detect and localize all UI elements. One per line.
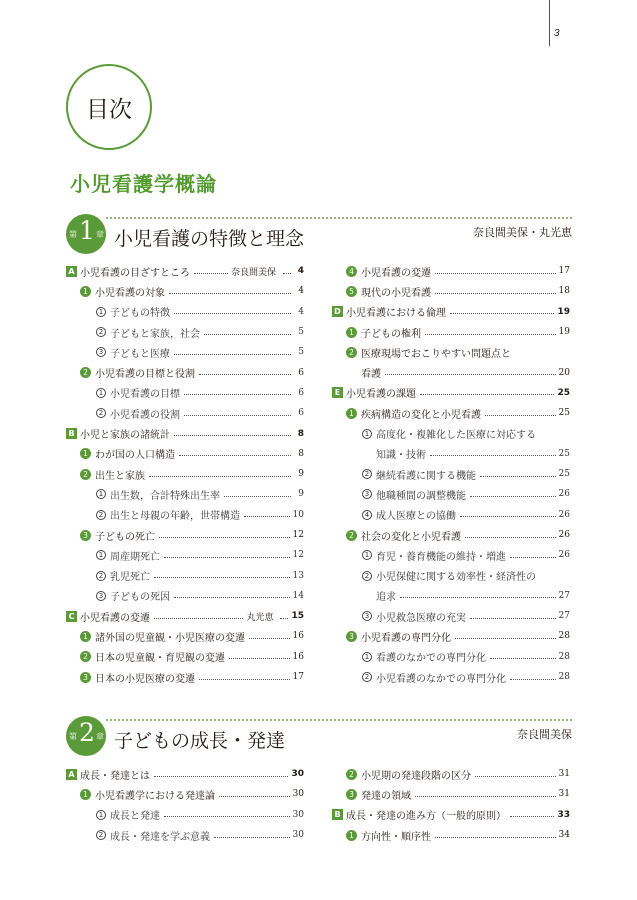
dot-leader	[174, 313, 291, 314]
page-ref: 19	[558, 327, 570, 338]
toc-entry-title: 小児救急医療の充実	[376, 612, 466, 624]
toc-entry-title: 追求	[376, 592, 396, 604]
dot-leader	[174, 435, 291, 436]
toc-entry[interactable]	[332, 383, 570, 403]
item-number-marker: 1	[96, 388, 106, 398]
item-number-marker: 4	[346, 266, 357, 277]
dot-leader	[470, 496, 556, 497]
dot-leader	[415, 796, 556, 797]
page-ref: 6	[298, 408, 304, 419]
toc-entry-title: 成人医療との協働	[376, 511, 456, 523]
item-number-marker: 2	[80, 651, 91, 662]
toc-entry[interactable]	[332, 525, 570, 545]
page-ref: 30	[292, 830, 304, 841]
dot-leader	[435, 837, 556, 838]
item-number-marker: 1	[80, 789, 91, 800]
dot-leader	[450, 313, 554, 314]
page-ref: 13	[292, 570, 304, 581]
page-ref: 26	[558, 509, 570, 520]
toc-entry-title: 医療現場でおこりやすい問題点と	[361, 348, 511, 360]
chapter-1-badge	[66, 214, 106, 254]
chapter-1-right-column	[332, 261, 570, 687]
toc-entry-title: 成長と発達	[110, 811, 160, 823]
toc-entry-title: 小児看護の対象	[95, 287, 165, 299]
toc-entry[interactable]	[66, 626, 304, 646]
toc-entry[interactable]	[332, 626, 570, 646]
toc-entry[interactable]	[332, 322, 570, 342]
toc-entry-title: 周産期死亡	[110, 551, 160, 563]
toc-entry[interactable]	[66, 667, 304, 687]
page-ref: 31	[558, 789, 570, 800]
dot-leader	[385, 374, 556, 375]
toc-entry[interactable]	[66, 383, 304, 403]
toc-entry-title: 看護のなかでの専門分化	[376, 653, 486, 665]
toc-entry-title: 小児保健に関する効率性・経済性の	[376, 572, 536, 584]
section-marker: D	[332, 306, 343, 317]
toc-entry-title: 小児と家族の諸統計	[80, 430, 170, 442]
item-number-marker: 2	[346, 530, 357, 541]
toc-entry[interactable]	[332, 505, 570, 525]
dot-leader	[179, 455, 291, 456]
item-number-marker: 1	[362, 429, 372, 439]
dot-leader	[149, 476, 291, 477]
toc-entry[interactable]	[66, 545, 304, 565]
item-number-marker: 3	[362, 489, 372, 499]
dot-leader	[435, 293, 556, 294]
toc-entry[interactable]	[332, 342, 570, 362]
dot-leader	[475, 776, 556, 777]
page-ref: 4	[298, 306, 304, 317]
toc-entry-title: 小児看護の変遷	[361, 267, 431, 279]
page-ref: 27	[558, 590, 570, 601]
page-ref: 30	[292, 809, 304, 820]
dot-leader	[199, 679, 290, 680]
toc-entry[interactable]	[66, 647, 304, 667]
toc-entry[interactable]	[66, 403, 304, 423]
item-number-marker: 1	[96, 550, 106, 560]
dot-leader	[154, 776, 288, 777]
item-number-marker: 2	[362, 672, 372, 682]
toc-entry[interactable]	[332, 647, 570, 667]
toc-entry[interactable]	[332, 764, 570, 784]
item-number-marker: 1	[362, 652, 372, 662]
toc-entry-title: 高度化・複雑化した医療に対応する	[376, 430, 536, 442]
toc-entry-title: 日本の児童観・育児観の変遷	[95, 653, 225, 665]
item-number-marker: 3	[96, 347, 106, 357]
toc-entry-title: 小児期の発達段階の区分	[361, 770, 471, 782]
toc-entry[interactable]	[332, 302, 570, 322]
toc-entry-title: 成長・発達の進み方（一般的原則）	[346, 811, 506, 823]
item-number-marker: 1	[362, 550, 372, 560]
dot-leader	[400, 597, 556, 598]
page-ref: 12	[292, 550, 304, 561]
page-ref: 25	[558, 448, 570, 459]
toc-entry[interactable]	[66, 322, 304, 342]
toc-entry[interactable]	[66, 342, 304, 362]
item-number-marker: 3	[346, 631, 357, 642]
toc-entry[interactable]	[66, 281, 304, 301]
item-number-marker: 3	[346, 789, 357, 800]
item-number-marker: 1	[80, 286, 91, 297]
chapter-number: 1	[79, 216, 95, 245]
dot-leader	[219, 796, 290, 797]
toc-entry-title: 疾病構造の変化と小児看護	[361, 409, 481, 421]
item-number-marker: 5	[346, 286, 357, 297]
toc-entry[interactable]	[66, 805, 304, 825]
toc-entry[interactable]	[332, 403, 570, 423]
dot-leader	[280, 618, 288, 619]
item-number-marker: 2	[96, 571, 106, 581]
dot-leader	[430, 455, 556, 456]
section-author: 丸光恵	[246, 612, 274, 623]
item-number-marker: 2	[96, 510, 106, 520]
page-ref: 28	[558, 651, 570, 662]
toc-entry[interactable]	[66, 565, 304, 585]
page-ref: 20	[558, 367, 570, 378]
toc-entry-title: 他職種間の調整機能	[376, 490, 466, 502]
page-ref: 30	[292, 789, 304, 800]
toc-entry-title: 小児看護の役割	[110, 409, 180, 421]
chapter-1-title: 小児看護の特徴と理念	[114, 228, 305, 250]
item-number-marker: 2	[346, 347, 357, 358]
page-ref: 25	[557, 387, 570, 398]
page-ref: 26	[558, 550, 570, 561]
dot-leader	[154, 618, 243, 619]
toc-entry[interactable]	[332, 586, 570, 606]
toc-entry-title: 出生と母親の年齢，世帯構造	[110, 511, 240, 523]
section-marker: A	[66, 769, 77, 780]
section-marker: C	[66, 611, 77, 622]
toc-entry-title: 子どもの権利	[361, 328, 421, 340]
page-ref: 10	[292, 509, 304, 520]
page-ref: 14	[292, 590, 304, 601]
dot-leader	[159, 537, 290, 538]
toc-entry[interactable]	[332, 444, 570, 464]
toc-entry-title: わが国の人口構造	[95, 450, 175, 462]
toc-entry-title: 発達の領域	[361, 790, 411, 802]
item-number-marker: 1	[96, 307, 106, 317]
item-number-marker: 3	[96, 591, 106, 601]
toc-entry[interactable]	[332, 484, 570, 504]
section-marker: B	[332, 809, 343, 820]
dot-leader	[485, 415, 556, 416]
dot-leader	[214, 837, 290, 838]
book-title: 小児看護学概論	[70, 172, 217, 196]
toc-entry[interactable]	[332, 362, 570, 382]
toc-entry[interactable]	[332, 565, 570, 585]
toc-entry[interactable]	[66, 484, 304, 504]
section-marker: B	[66, 428, 77, 439]
page-ref: 15	[291, 611, 304, 622]
dot-leader	[460, 516, 556, 517]
dot-leader	[164, 557, 290, 558]
dot-leader	[510, 679, 556, 680]
toc-entry[interactable]	[332, 423, 570, 443]
dot-leader	[283, 273, 291, 274]
page-ref: 31	[558, 769, 570, 780]
item-number-marker: 1	[346, 830, 357, 841]
dot-leader	[229, 658, 290, 659]
page-ref: 12	[292, 530, 304, 540]
section-marker: A	[66, 266, 77, 277]
item-number-marker: 2	[96, 408, 106, 418]
toc-entry-title: 小児看護の変遷	[80, 612, 150, 624]
item-number-marker: 1	[96, 810, 106, 820]
chapter-2-left-column	[66, 764, 304, 845]
dot-leader	[249, 638, 290, 639]
dot-leader	[194, 273, 228, 274]
page-ref: 25	[558, 469, 570, 480]
toc-entry-title: 社会の変化と小児看護	[361, 531, 461, 543]
section-author: 奈良間美保	[230, 267, 276, 278]
chapter-suffix: 章	[96, 230, 104, 239]
dot-leader	[174, 597, 290, 598]
dot-leader	[184, 415, 291, 416]
toc-entry-title: 成長・発達を学ぶ意義	[110, 831, 210, 843]
toc-entry-title: 小児看護の専門分化	[361, 632, 451, 644]
dot-leader	[490, 658, 556, 659]
item-number-marker: 1	[96, 489, 106, 499]
toc-entry[interactable]	[66, 261, 304, 281]
toc-entry-title: 知識・技術	[376, 450, 426, 462]
item-number-marker: 2	[80, 469, 91, 480]
chapter-number: 2	[79, 718, 95, 747]
toc-entry[interactable]	[66, 302, 304, 322]
page-ref: 30	[291, 769, 304, 780]
page-number: 3	[554, 28, 560, 39]
toc-entry-title: 子どもと家族，社会	[110, 328, 200, 340]
toc-entry-title: 小児看護の課題	[346, 389, 416, 401]
item-number-marker: 3	[80, 530, 91, 541]
item-number-marker: 2	[346, 769, 357, 780]
page-ref: 25	[558, 408, 570, 419]
dot-leader	[184, 394, 291, 395]
toc-entry[interactable]	[332, 825, 570, 845]
item-number-marker: 1	[346, 408, 357, 419]
toc-entry[interactable]	[332, 545, 570, 565]
chapter-1-left-column	[66, 261, 304, 687]
toc-entry[interactable]	[66, 764, 304, 784]
chapter-prefix: 第	[69, 732, 77, 741]
dot-leader	[480, 476, 556, 477]
item-number-marker: 2	[362, 469, 372, 479]
toc-entry-title: 小児看護の目標	[110, 389, 180, 401]
dot-leader	[425, 334, 556, 335]
page-ref: 19	[557, 306, 570, 317]
page-ref: 17	[292, 672, 304, 683]
toc-entry-title: 小児看護における倫理	[346, 308, 446, 320]
toc-entry[interactable]	[66, 784, 304, 804]
toc-heading-circle	[66, 64, 152, 150]
chapter-1-author: 奈良間美保・丸光恵	[473, 226, 572, 239]
toc-entry[interactable]	[66, 423, 304, 443]
dot-leader	[204, 334, 291, 335]
page-ref: 6	[298, 387, 304, 398]
toc-entry-title: 方向性・順序性	[361, 831, 431, 843]
dot-leader	[510, 557, 556, 558]
dot-leader	[435, 273, 556, 274]
toc-entry[interactable]	[332, 784, 570, 804]
page-ref: 27	[558, 611, 570, 622]
toc-entry-title: 子どもの特徴	[110, 308, 170, 320]
page-ref: 9	[298, 469, 304, 480]
item-number-marker: 4	[362, 510, 372, 520]
toc-entry-title: 小児看護学における発達論	[95, 790, 215, 802]
chapter-suffix: 章	[96, 732, 104, 741]
dot-leader	[470, 618, 556, 619]
chapter-2-badge	[66, 716, 106, 756]
toc-entry[interactable]	[66, 464, 304, 484]
page-ref: 28	[558, 672, 570, 683]
item-number-marker: 1	[80, 631, 91, 642]
toc-entry-title: 子どもと医療	[110, 348, 170, 360]
toc-entry[interactable]	[66, 586, 304, 606]
item-number-marker: 3	[80, 672, 91, 683]
chapter-2-title: 子どもの成長・発達	[114, 730, 286, 752]
page-ref: 33	[557, 809, 570, 820]
toc-entry[interactable]	[332, 606, 570, 626]
chapter-2-author: 奈良間美保	[517, 728, 572, 741]
page-ref: 6	[298, 367, 304, 378]
toc-entry[interactable]	[332, 805, 570, 825]
dot-leader	[420, 394, 554, 395]
toc-entry[interactable]	[332, 281, 570, 301]
toc-entry-title: 日本の小児医療の変遷	[95, 673, 195, 685]
item-number-marker: 2	[96, 327, 106, 337]
chapter-divider	[106, 719, 572, 721]
dot-leader	[169, 293, 291, 294]
dot-leader	[174, 354, 291, 355]
toc-entry[interactable]	[66, 606, 304, 626]
item-number-marker: 2	[96, 830, 106, 840]
toc-entry-title: 出生数，合計特殊出生率	[110, 490, 220, 502]
toc-entry[interactable]	[66, 525, 304, 545]
toc-entry[interactable]	[66, 362, 304, 382]
toc-entry[interactable]	[66, 825, 304, 845]
toc-entry-title: 小児看護の目標と役割	[95, 369, 195, 381]
page-ref: 9	[298, 489, 304, 500]
page-ref: 26	[558, 530, 570, 540]
section-marker: E	[332, 387, 343, 398]
toc-entry-title: 子どもの死亡	[95, 531, 155, 543]
item-number-marker: 3	[362, 611, 372, 621]
toc-entry-title: 現代の小児看護	[361, 287, 431, 299]
page-ref: 28	[558, 631, 570, 642]
page-ref: 18	[558, 286, 570, 297]
page-ref: 4	[297, 266, 304, 277]
chapter-2-right-column	[332, 764, 570, 845]
toc-entry-title: 子どもの死因	[110, 592, 170, 604]
dot-leader	[455, 638, 556, 639]
dot-leader	[224, 496, 291, 497]
toc-heading: 目次	[86, 96, 132, 123]
page-ref: 16	[292, 651, 304, 662]
dot-leader	[199, 374, 291, 375]
item-number-marker: 2	[80, 367, 91, 378]
page-ref: 8	[297, 428, 304, 439]
page-ref: 4	[298, 286, 304, 297]
page-ref: 16	[292, 631, 304, 642]
page-ref: 8	[298, 448, 304, 459]
page-ref: 26	[558, 489, 570, 500]
chapter-divider	[106, 217, 572, 219]
page-ref: 5	[298, 327, 304, 338]
dot-leader	[154, 577, 290, 578]
toc-entry-title: 乳児死亡	[110, 572, 150, 584]
chapter-2-header	[66, 716, 572, 756]
item-number-marker: 2	[362, 571, 372, 581]
toc-entry-title: 継続看護に関する機能	[376, 470, 476, 482]
toc-entry[interactable]	[66, 505, 304, 525]
item-number-marker: 1	[80, 448, 91, 459]
dot-leader	[244, 516, 290, 517]
toc-entry-title: 出生と家族	[95, 470, 145, 482]
toc-entry[interactable]	[66, 444, 304, 464]
page-ref: 5	[298, 347, 304, 358]
chapter-1-header	[66, 214, 572, 254]
page-ref: 34	[558, 830, 570, 841]
toc-entry-title: 育児・養育機能の維持・増進	[376, 551, 506, 563]
item-number-marker: 1	[346, 327, 357, 338]
page-ref: 17	[558, 266, 570, 277]
chapter-prefix: 第	[69, 230, 77, 239]
dot-leader	[465, 537, 556, 538]
toc-entry[interactable]	[332, 667, 570, 687]
toc-entry-title: 看護	[361, 369, 381, 381]
toc-entry[interactable]	[332, 464, 570, 484]
toc-entry-title: 小児看護のなかでの専門分化	[376, 673, 506, 685]
toc-entry-title: 小児看護の目ざすところ	[80, 267, 190, 279]
dot-leader	[510, 816, 554, 817]
toc-entry-title: 諸外国の児童観・小児医療の変遷	[95, 632, 245, 644]
dot-leader	[164, 816, 290, 817]
toc-entry[interactable]	[332, 261, 570, 281]
toc-entry-title: 成長・発達とは	[80, 770, 150, 782]
page-edge-line	[549, 0, 550, 46]
